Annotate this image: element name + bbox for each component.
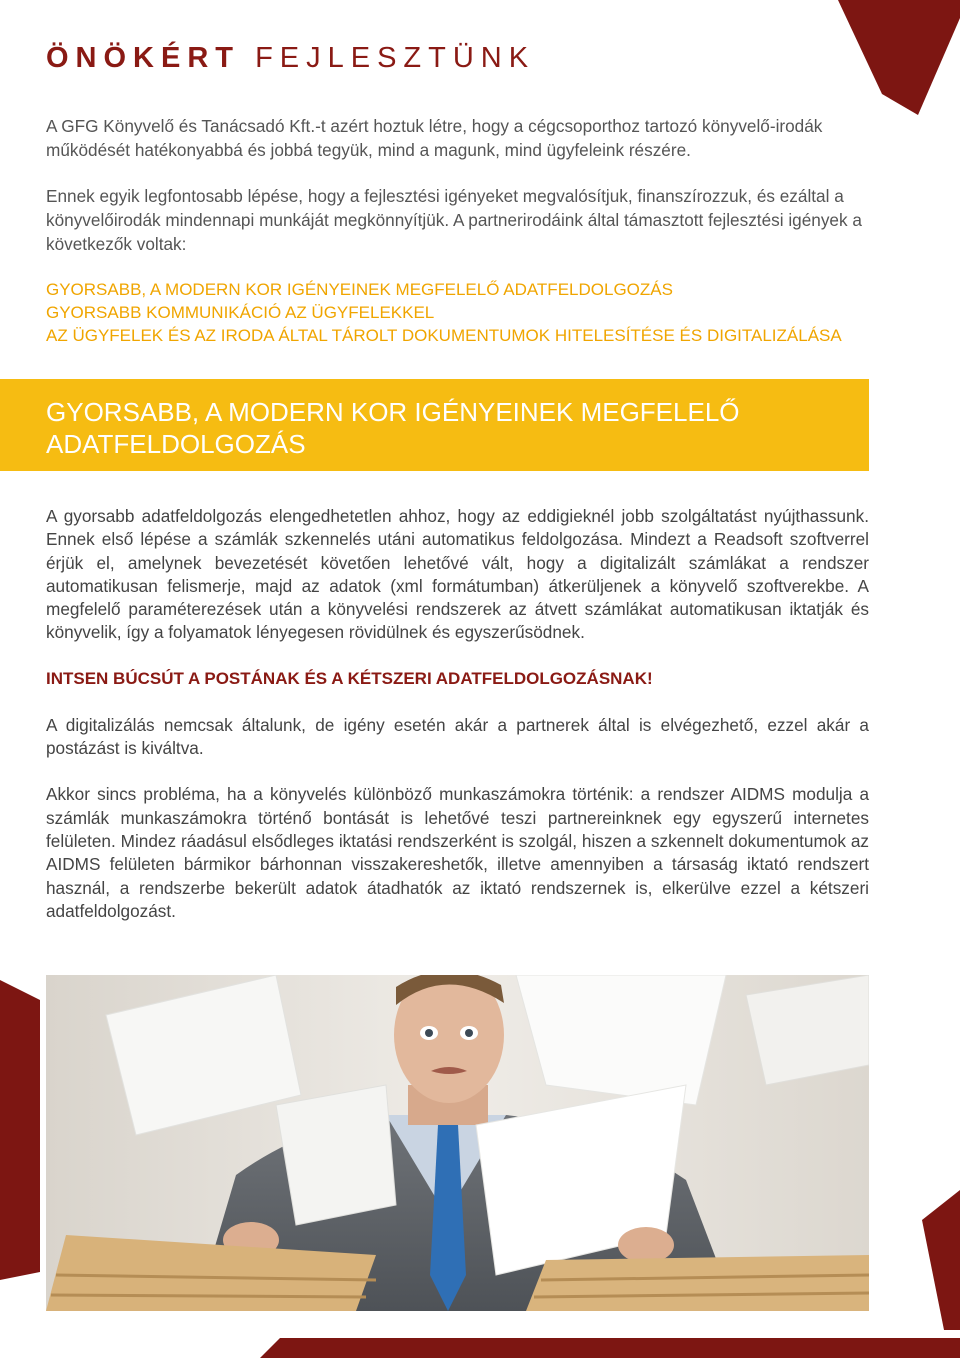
list-item: GYORSABB KOMMUNIKÁCIÓ AZ ÜGYFELEKKEL	[46, 303, 435, 322]
requirements-list	[46, 278, 869, 347]
intro-paragraph-1: A GFG Könyvelő és Tanácsadó Kft.-t azért hoztuk létre, hogy a cégcsoporthoz tartozó könyvelő-irodák működését hatékonyabbá és jobbá tegyük, mind a magunk, mind ügyfeleink részére.	[46, 116, 823, 160]
left-side-decoration	[0, 980, 40, 1280]
body-subheading: INTSEN BÚCSÚT A POSTÁNAK ÉS A KÉTSZERI ADATFELDOLGOZÁSNAK!	[46, 668, 653, 688]
bottom-right-decoration	[870, 1190, 960, 1330]
body-paragraph-2: A digitalizálás nemcsak általunk, de igény esetén akár a partnerek által is elvégezhető, ezzel akár a postázást is kiváltva.	[46, 714, 869, 759]
body-paragraph-3: Akkor sincs probléma, ha a könyvelés különböző munkaszámokra történik: a rendszer AIDMS modulja a számlák munkaszámokra történő bontását is lehetővé teszi partnereinknek egy egyszerű internetes felületen. Mindez ráadásul elsődleges iktatási rendszerként is szolgál, hiszen a szkennelt dokumentumok az AIDMS felületen bármikor bárhonnan visszakereshetők, illetve amennyiben a társaság iktató rendszert használ, a rendszerbe bekerült adatok átadhatók az iktató rendszernek is, elkerülve ezzel a kétszeri adatfeldolgozást.	[46, 784, 869, 921]
man-with-flying-papers-photo	[46, 975, 869, 1311]
page-title-bold: ÖNÖKÉRT	[46, 42, 240, 74]
list-item: GYORSABB, A MODERN KOR IGÉNYEINEK MEGFELELŐ ADATFELDOLGOZÁS	[46, 280, 673, 299]
section-banner	[0, 379, 869, 471]
intro-paragraph-2: Ennek egyik legfontosabb lépése, hogy a fejlesztési igényeket megvalósítjuk, finanszírozzuk, és ezáltal a könyvelőirodák mindennapi munkáját megkönnyítjük. A partnerirodáink által támasztott fejlesztési igények a következők voltak:	[46, 186, 862, 254]
section-heading: GYORSABB, A MODERN KOR IGÉNYEINEK MEGFELELŐ ADATFELDOLGOZÁS	[46, 397, 740, 459]
top-right-corner-decoration	[800, 0, 960, 115]
page-title-light: FEJLESZTÜNK	[255, 42, 536, 74]
page-title	[46, 42, 535, 75]
body-section	[46, 505, 869, 946]
intro-section	[46, 114, 869, 347]
bottom-band-decoration	[0, 1318, 960, 1358]
list-item: AZ ÜGYFELEK ÉS AZ IRODA ÁLTAL TÁROLT DOKUMENTUMOK HITELESÍTÉSE ÉS DIGITALIZÁLÁSA	[46, 326, 842, 345]
body-paragraph-1: A gyorsabb adatfeldolgozás elengedhetetlen ahhoz, hogy az eddigieknél jobb szolgáltatást nyújthassunk. Ennek első lépése a számlák szkennelés utáni automatikus feldolgozása. Mindezt a Readsoft szoftverrel érjük el, amelynek bevezetését követően lehetővé vált, hogy a digitalizált számlákat a rendszer automatikusan felismerje, majd az adatok (xml formátumban) átkerüljenek a könyvelő szoftverekbe. A megfelelő paraméterezések után a könyvelési rendszerek az átvett számlákat automatikusan iktatják és könyvelik, így a folyamatok lényegesen rövidülnek és egyszerűsödnek.	[46, 506, 869, 643]
